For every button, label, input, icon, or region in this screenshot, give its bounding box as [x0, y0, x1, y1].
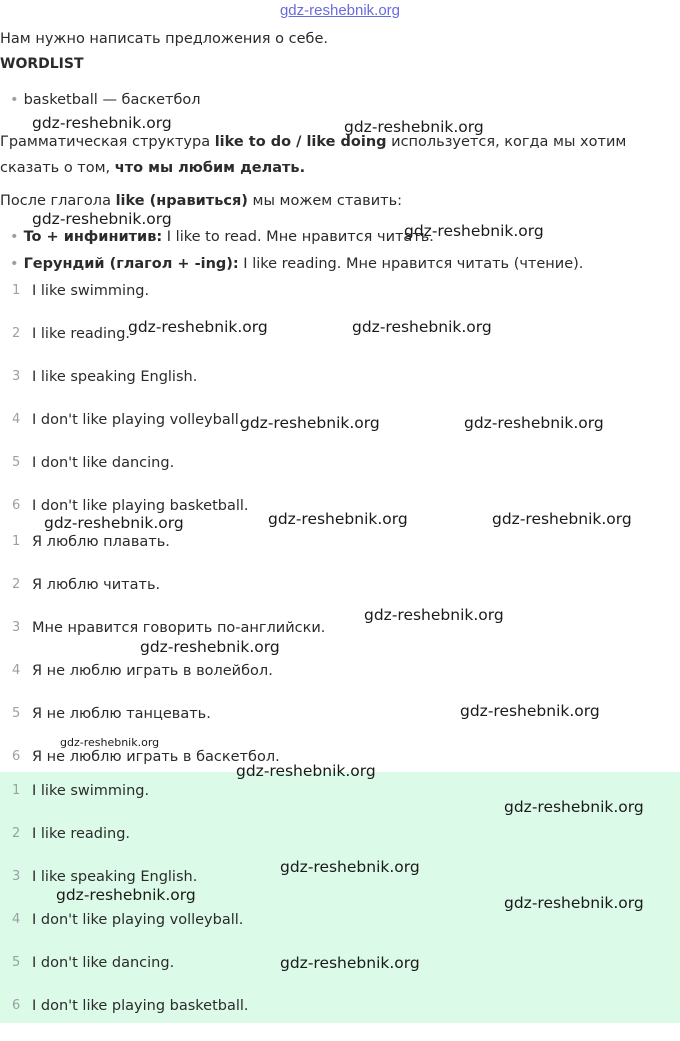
- watermark: gdz-reshebnik.org: [352, 318, 492, 336]
- watermark: gdz-reshebnik.org: [128, 318, 268, 336]
- watermark: gdz-reshebnik.org: [236, 762, 376, 780]
- list-item: 1 Я люблю плавать.: [12, 534, 170, 550]
- list-item: 3 I like speaking English.: [12, 369, 198, 385]
- watermark: gdz-reshebnik.org: [140, 638, 280, 656]
- watermark: gdz-reshebnik.org: [32, 114, 172, 132]
- watermark: gdz-reshebnik.org: [344, 118, 484, 136]
- list-item: 4 I don't like playing volleyball.: [12, 912, 244, 928]
- grammar-bullet-infinitive: • To + инфинитив: I like to read. Мне нравится читать.: [10, 229, 434, 245]
- list-item: 6 I don't like playing basketball.: [12, 498, 249, 514]
- watermark: gdz-reshebnik.org: [364, 606, 504, 624]
- wordlist-item: [10, 92, 201, 108]
- watermark: gdz-reshebnik.org: [240, 414, 380, 432]
- list-item: 6 Я не люблю играть в баскетбол.: [12, 749, 280, 765]
- intro-text: Нам нужно написать предложения о себе.: [0, 31, 328, 47]
- list-item: 1 I like swimming.: [12, 283, 150, 299]
- bullet-icon: •: [10, 256, 19, 272]
- grammar-bullet-gerund: • Герундий (глагол + -ing): I like reading. Мне нравится читать (чтение).: [10, 256, 584, 272]
- list-item: 4 Я не люблю играть в волейбол.: [12, 663, 273, 679]
- watermark: gdz-reshebnik.org: [492, 510, 632, 528]
- watermark: gdz-reshebnik.org: [460, 702, 600, 720]
- list-item: 2 I like reading.: [12, 826, 131, 842]
- watermark: gdz-reshebnik.org: [60, 736, 160, 749]
- grammar-paragraph-2: После глагола like (нравиться) мы можем ставить:: [0, 193, 403, 209]
- list-item: 3 I like speaking English.: [12, 869, 198, 885]
- watermark: gdz-reshebnik.org: [280, 954, 420, 972]
- list-item: 2 Я люблю читать.: [12, 577, 161, 593]
- list-item: 1 I like swimming.: [12, 783, 150, 799]
- bullet-icon: •: [10, 229, 19, 245]
- watermark: gdz-reshebnik.org: [464, 414, 604, 432]
- wordlist-heading: WORDLIST: [0, 56, 84, 72]
- list-item: 5 I don't like dancing.: [12, 455, 175, 471]
- list-item: 5 I don't like dancing.: [12, 955, 175, 971]
- watermark: gdz-reshebnik.org: [44, 514, 184, 532]
- list-item: 5 Я не люблю танцевать.: [12, 706, 211, 722]
- bullet-icon: •: [10, 92, 19, 108]
- list-item: 4 I don't like playing volleyball.: [12, 412, 244, 428]
- watermark: gdz-reshebnik.org: [504, 798, 644, 816]
- header-watermark[interactable]: gdz-reshebnik.org: [279, 2, 401, 19]
- wordlist-item-text: basketball — баскетбол: [23, 92, 201, 108]
- watermark: gdz-reshebnik.org: [32, 210, 172, 228]
- watermark: gdz-reshebnik.org: [56, 886, 196, 904]
- grammar-paragraph-1: Грамматическая структура like to do / like doing используется, когда мы хотим сказать о том, что мы любим делать.: [0, 134, 627, 176]
- watermark: gdz-reshebnik.org: [268, 510, 408, 528]
- list-item: 6 I don't like playing basketball.: [12, 998, 249, 1014]
- watermark: gdz-reshebnik.org: [504, 894, 644, 912]
- watermark: gdz-reshebnik.org: [404, 222, 544, 240]
- list-item: 2 I like reading.: [12, 326, 131, 342]
- watermark: gdz-reshebnik.org: [280, 858, 420, 876]
- list-item: 3 Мне нравится говорить по-английски.: [12, 620, 326, 636]
